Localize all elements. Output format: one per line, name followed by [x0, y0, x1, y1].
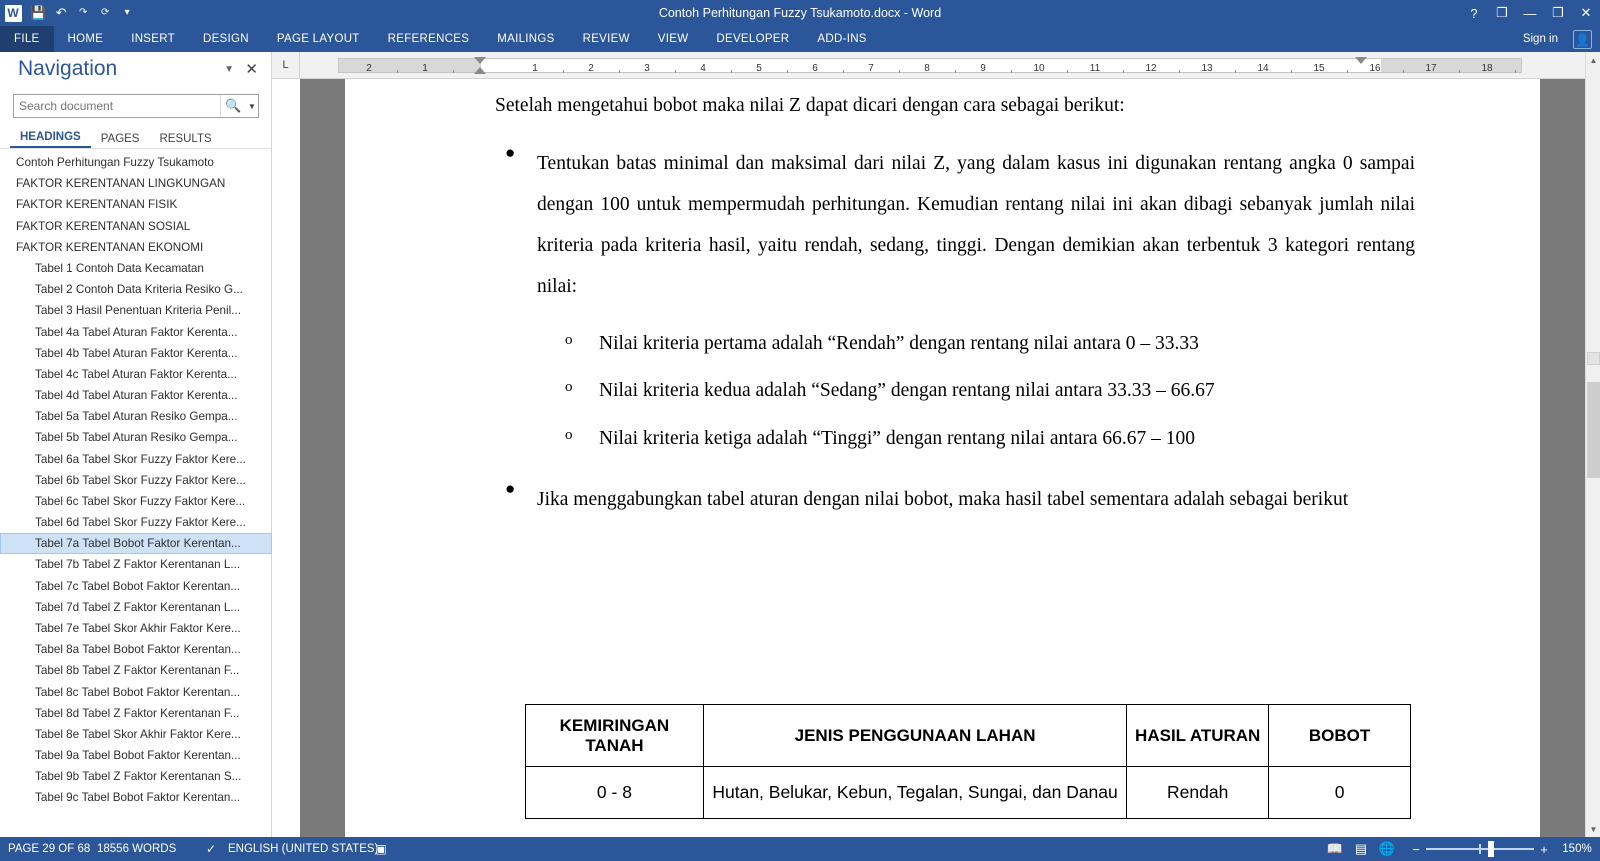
ruler-tick: [1403, 70, 1404, 73]
word-count-status[interactable]: 18556 WORDS: [97, 843, 177, 855]
tab-design[interactable]: DESIGN: [202, 33, 249, 45]
ruler-tick: [899, 70, 900, 73]
navigation-item[interactable]: Tabel 7d Tabel Z Faktor Kerentanan L...: [35, 600, 241, 614]
paragraph-intro: Setelah mengetahui bobot maka nilai Z dapat dicari dengan cara sebagai berikut:: [495, 95, 1125, 116]
ribbon-display-options-button[interactable]: ❐: [1496, 5, 1508, 20]
scrollbar-thumb[interactable]: [1587, 382, 1600, 478]
tab-developer[interactable]: DEVELOPER: [716, 33, 790, 45]
navigation-item[interactable]: Tabel 5b Tabel Aturan Resiko Gempa...: [35, 431, 238, 445]
ruler-number: 17: [1425, 63, 1437, 74]
print-layout-icon[interactable]: ▤: [1354, 841, 1368, 856]
window-controls: [1460, 0, 1600, 26]
navigation-heading-list[interactable]: [0, 152, 272, 837]
minimize-button[interactable]: —: [1523, 5, 1537, 21]
table-cell: Hutan, Belukar, Kebun, Tegalan, Sungai, dan Danau: [703, 767, 1126, 819]
help-button[interactable]: ?: [1470, 5, 1478, 21]
bullet-marker: ●: [505, 479, 516, 499]
sub-bullet-marker: o: [565, 426, 573, 443]
tab-file[interactable]: FILE: [0, 26, 54, 52]
ruler-tick: [1459, 70, 1460, 73]
undo-icon[interactable]: ↶: [55, 5, 67, 20]
navigation-item[interactable]: Tabel 7a Tabel Bobot Faktor Kerentan...: [0, 533, 272, 554]
ruler-tick: [619, 70, 620, 73]
ruler-tick: [675, 70, 676, 73]
ribbon-tabs: [0, 26, 881, 52]
ruler-number: 1: [422, 63, 428, 74]
divider: [0, 148, 272, 149]
save-icon[interactable]: 💾: [30, 5, 47, 20]
tab-add-ins[interactable]: ADD-INS: [817, 33, 867, 45]
navigation-item[interactable]: Contoh Perhitungan Fuzzy Tsukamoto: [16, 156, 214, 169]
navigation-item[interactable]: Tabel 9c Tabel Bobot Faktor Kerentan...: [35, 791, 241, 805]
navigation-item[interactable]: Tabel 3 Hasil Penentuan Kriteria Penil...: [35, 304, 241, 318]
sub-bullet-marker: o: [565, 379, 573, 396]
table-header-cell: KEMIRINGAN TANAH: [526, 705, 704, 767]
bullet-item-2: [495, 480, 1415, 521]
tab-review[interactable]: REVIEW: [582, 33, 630, 45]
navigation-item[interactable]: FAKTOR KERENTANAN FISIK: [16, 198, 178, 212]
macro-recording-icon[interactable]: ▣: [375, 842, 387, 856]
language-status[interactable]: ENGLISH (UNITED STATES): [228, 843, 379, 855]
search-input[interactable]: [14, 95, 220, 117]
ruler-tick: [453, 70, 454, 73]
ruler-tick: [787, 70, 788, 73]
zoom-slider[interactable]: [1426, 837, 1534, 861]
ribbon-tab-bar: [0, 26, 1600, 52]
quick-access-toolbar: [0, 0, 138, 26]
navigation-item[interactable]: Tabel 4b Tabel Aturan Faktor Kerenta...: [35, 346, 238, 360]
document-page[interactable]: [345, 79, 1540, 837]
tab-pages[interactable]: PAGES: [100, 133, 140, 145]
sub-bullet-marker: o: [565, 332, 573, 349]
zoom-level-label[interactable]: 150%: [1562, 843, 1592, 855]
navigation-item[interactable]: Tabel 1 Contoh Data Kecamatan: [35, 261, 204, 275]
navigation-item[interactable]: FAKTOR KERENTANAN LINGKUNGAN: [16, 177, 226, 191]
navigation-item[interactable]: Tabel 7b Tabel Z Faktor Kerentanan L...: [35, 558, 241, 572]
split-window-handle[interactable]: [1587, 352, 1600, 365]
touch-mode-icon[interactable]: ⟳: [100, 7, 110, 18]
ruler-tick: [1347, 70, 1348, 73]
navigation-item[interactable]: Tabel 8b Tabel Z Faktor Kerentanan F...: [35, 664, 240, 678]
status-bar-right: [1322, 837, 1600, 861]
close-button[interactable]: ✕: [1580, 5, 1592, 20]
navigation-tabs: [10, 124, 262, 148]
ruler-number: 6: [812, 63, 818, 74]
redo-icon[interactable]: ↷: [78, 7, 88, 18]
window-title: Contoh Perhitungan Fuzzy Tsukamoto.docx - Word: [658, 6, 942, 20]
navigation-item[interactable]: Tabel 5a Tabel Aturan Resiko Gempa...: [35, 410, 238, 424]
right-indent-marker[interactable]: [1355, 57, 1367, 64]
tab-results[interactable]: RESULTS: [159, 133, 212, 145]
tab-insert[interactable]: INSERT: [131, 33, 175, 45]
ruler-tick: [1515, 70, 1516, 73]
chevron-down-icon[interactable]: ▼: [224, 64, 234, 75]
scroll-up-icon[interactable]: ▲: [1586, 52, 1600, 68]
ruler-number: 2: [366, 63, 372, 74]
navigation-item[interactable]: Tabel 6a Tabel Skor Fuzzy Faktor Kere...: [35, 452, 246, 466]
zoom-slider-midpoint: [1479, 844, 1481, 854]
bullet-item-1: [495, 144, 1415, 308]
sub-bullet-text: Nilai kriteria ketiga adalah “Tinggi” dengan rentang nilai antara 66.67 – 100: [599, 427, 1196, 449]
tab-references[interactable]: REFERENCES: [387, 33, 470, 45]
tab-mailings[interactable]: MAILINGS: [497, 33, 555, 45]
ruler-right-margin: [1381, 59, 1521, 72]
sign-in-link[interactable]: Sign in: [1522, 33, 1558, 45]
ruler-track: [338, 58, 1522, 73]
document-text-body[interactable]: [495, 93, 1415, 521]
ruler-number: 4: [700, 63, 706, 74]
search-box[interactable]: [13, 94, 259, 118]
search-options-chevron-icon[interactable]: ▼: [248, 101, 256, 111]
ruler-number: 10: [1033, 63, 1045, 74]
search-icon[interactable]: 🔍: [220, 95, 246, 117]
sub-bullet-text: Nilai kriteria kedua adalah “Sedang” dengan rentang nilai antara 33.33 – 66.67: [599, 380, 1215, 402]
title-bar: [0, 0, 1600, 26]
navigation-item[interactable]: Tabel 8c Tabel Bobot Faktor Kerentan...: [35, 685, 241, 699]
ruler-tick: [1067, 70, 1068, 73]
ruler-tick: [1291, 70, 1292, 73]
navigation-item[interactable]: Tabel 8e Tabel Skor Akhir Faktor Kere...: [35, 727, 241, 741]
ruler-tick: [731, 70, 732, 73]
table-header-row: [526, 705, 1411, 767]
hanging-indent-marker[interactable]: [474, 67, 486, 74]
first-line-indent-marker[interactable]: [474, 57, 486, 64]
ruler-number: 13: [1201, 63, 1213, 74]
ruler-tick: [843, 70, 844, 73]
navigation-item[interactable]: Tabel 6b Tabel Skor Fuzzy Faktor Kere...: [35, 473, 246, 487]
customize-qat-icon[interactable]: ▾: [124, 7, 130, 18]
navigation-pane: [0, 52, 272, 837]
vertical-scrollbar[interactable]: [1585, 52, 1600, 837]
ruler-tick: [955, 70, 956, 73]
tab-page-layout[interactable]: PAGE LAYOUT: [276, 33, 360, 45]
web-layout-icon[interactable]: 🌐: [1378, 841, 1396, 856]
navigation-header: [0, 52, 272, 90]
table-cell: 0 - 8: [526, 767, 704, 819]
bullet-text: Tentukan batas minimal dan maksimal dari nilai Z, yang dalam kasus ini digunakan rentang angka 0 sampai dengan 100 untuk mempermudah perhitungan. Kemudian rentang nilai ini akan dibagi sebanyak jumlah nilai kriteria pada kriteria hasil, yaitu rendah, sedang, tinggi. Dengan demikian akan terbentuk 3 kategori rentang nilai:: [537, 153, 1415, 298]
ruler-number: 3: [644, 63, 650, 74]
ruler-number: 18: [1481, 63, 1493, 74]
sub-bullet-item-2: [495, 379, 1415, 402]
ruler-number: 1: [532, 63, 538, 74]
ruler-tick: [1235, 70, 1236, 73]
table-row: [526, 767, 1411, 819]
bullet-marker: ●: [505, 143, 516, 163]
ruler-tick: [563, 70, 564, 73]
ruler-tick: [1123, 70, 1124, 73]
navigation-item[interactable]: Tabel 9b Tabel Z Faktor Kerentanan S...: [35, 770, 242, 784]
zoom-control: [1406, 837, 1600, 861]
table-header-cell: JENIS PENGGUNAAN LAHAN: [703, 705, 1126, 767]
scroll-down-icon[interactable]: ▼: [1586, 821, 1600, 837]
tab-home[interactable]: HOME: [67, 33, 104, 45]
ruler-tick: [397, 70, 398, 73]
ruler-number: 9: [980, 63, 986, 74]
horizontal-ruler[interactable]: [300, 52, 1585, 79]
table-cell: Rendah: [1127, 767, 1269, 819]
navigation-item[interactable]: Tabel 8d Tabel Z Faktor Kerentanan F...: [35, 706, 240, 720]
navigation-item[interactable]: Tabel 4d Tabel Aturan Faktor Kerenta...: [35, 389, 238, 403]
table-header-cell: BOBOT: [1269, 705, 1411, 767]
ruler-tick: [1011, 70, 1012, 73]
sub-bullet-item-1: [495, 332, 1415, 355]
close-icon[interactable]: ✕: [245, 61, 258, 78]
bullet-text: Jika menggabungkan tabel aturan dengan nilai bobot, maka hasil tabel sementara adalah sebagai berikut: [537, 489, 1349, 511]
navigation-item[interactable]: Tabel 4c Tabel Aturan Faktor Kerenta...: [35, 367, 237, 381]
navigation-item[interactable]: FAKTOR KERENTANAN SOSIAL: [16, 219, 191, 233]
account-icon[interactable]: 👤: [1573, 30, 1592, 49]
table-header-cell: HASIL ATURAN: [1127, 705, 1269, 767]
navigation-item[interactable]: Tabel 7e Tabel Skor Akhir Faktor Kere...: [35, 621, 241, 635]
ruler-number: 14: [1257, 63, 1269, 74]
navigation-item[interactable]: Tabel 2 Contoh Data Kriteria Resiko G...: [35, 283, 243, 297]
ruler-number: 15: [1313, 63, 1325, 74]
page-title: Navigation: [18, 57, 118, 80]
word-logo-letter: W: [5, 5, 22, 22]
ruler-number: 16: [1369, 63, 1381, 74]
document-table[interactable]: [525, 704, 1411, 819]
ruler-tick: [1179, 70, 1180, 73]
status-bar: [0, 837, 1600, 861]
document-canvas[interactable]: [300, 79, 1585, 837]
tab-view[interactable]: VIEW: [657, 33, 689, 45]
navigation-item[interactable]: Tabel 4a Tabel Aturan Faktor Kerenta...: [35, 325, 238, 339]
tab-stop-selector[interactable]: L: [272, 52, 300, 79]
navigation-item[interactable]: Tabel 8a Tabel Bobot Faktor Kerentan...: [35, 643, 241, 657]
table-cell: 0: [1269, 767, 1411, 819]
restore-button[interactable]: ❐: [1552, 5, 1564, 20]
zoom-out-button[interactable]: −: [1412, 841, 1420, 857]
navigation-item[interactable]: FAKTOR KERENTANAN EKONOMI: [16, 240, 204, 254]
ruler-number: 8: [924, 63, 930, 74]
ruler-left-margin: [339, 59, 481, 72]
zoom-slider-handle[interactable]: [1488, 841, 1494, 857]
ruler-number: 11: [1089, 63, 1101, 74]
sub-bullet-item-3: [495, 427, 1415, 450]
read-mode-icon[interactable]: 📖: [1326, 841, 1344, 856]
tab-headings[interactable]: HEADINGS: [10, 131, 91, 148]
navigation-item[interactable]: Tabel 7c Tabel Bobot Faktor Kerentan...: [35, 579, 241, 593]
word-logo-icon: [0, 0, 26, 26]
page-number-status[interactable]: PAGE 29 OF 68: [8, 843, 91, 855]
navigation-item[interactable]: Tabel 6c Tabel Skor Fuzzy Faktor Kere...: [35, 495, 246, 508]
navigation-item[interactable]: Tabel 9a Tabel Bobot Faktor Kerentan...: [35, 749, 241, 763]
sub-bullet-text: Nilai kriteria pertama adalah “Rendah” dengan rentang nilai antara 0 – 33.33: [599, 333, 1199, 355]
ruler-number: 2: [588, 63, 594, 74]
ruler-number: 12: [1145, 63, 1157, 74]
navigation-item[interactable]: Tabel 6d Tabel Skor Fuzzy Faktor Kere...: [35, 516, 246, 530]
zoom-in-button[interactable]: +: [1540, 841, 1548, 857]
ruler-number: 5: [756, 63, 762, 74]
ruler-number: 7: [868, 63, 874, 74]
proofing-icon[interactable]: ✓: [205, 842, 217, 856]
